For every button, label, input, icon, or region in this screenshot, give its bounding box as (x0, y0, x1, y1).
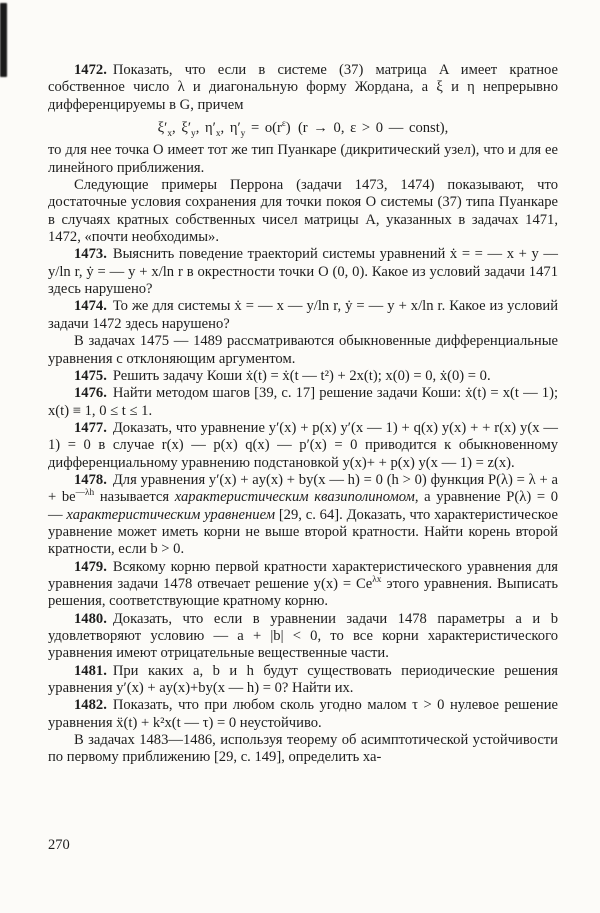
formula-condition: ) (r → 0, ε > 0 — const), (285, 120, 449, 137)
formula-eta-prime-2: , η′ (220, 120, 241, 137)
problem-1481 (48, 663, 558, 698)
section-note-1475-1489-text: В задачах 1475 — 1489 рассматриваются обыкновенные дифференциальные уравнения с отклоняющим аргументом. (48, 333, 558, 367)
section-note-1483-1486 (48, 732, 558, 767)
page-number: 270 (48, 837, 70, 853)
problem-number-1472: 1472. (74, 62, 107, 78)
section-note-1475-1489 (48, 333, 558, 368)
problem-1481-text: При каких a, b и h будут существовать периодические решения уравнения y′(x) + ay(x)+by(x — h) = 0? Найти их. (48, 662, 558, 697)
problem-1479-text-1: Всякому корню первой кратности характеристического уравнения для уравнения задачи 1478 отвечает решение y(x) = Ce (48, 558, 558, 592)
formula-sub-x1: x (167, 128, 173, 139)
problem-1479-text-2: этого уравнения. Выписать решения, соответствующие кратному корню. (48, 575, 558, 610)
problem-1478-term-characteristic-equation: характеристическим уравнением (66, 506, 276, 523)
problem-number-1473: 1473. (74, 246, 107, 263)
problem-1479-exponent: λx (372, 575, 382, 586)
formula-sup-epsilon: ε (281, 119, 286, 130)
problem-1478-text-3: , а уравнение P(λ) = 0 — (48, 489, 558, 523)
problem-1477-text: Доказать, что уравнение y′(x) + p(x) y′(x — 1) + q(x) y(x) + + r(x) y(x — 1) = 0 в случае r(x) — p(x) q(x) — p′(x) = 0 приводится к обыкновенному дифференциальному уравнению подстановкой y(x)+ + p(x) y(x — 1) = z(x). (48, 419, 558, 471)
problem-number-1475: 1475. (74, 367, 107, 384)
problem-1475-text: Решить задачу Коши ẋ(t) = ẋ(t — t²) + 2x(t); x(0) = 0, ẋ(0) = 0. (112, 367, 491, 384)
problem-1473-text: Выяснить поведение траекторий системы уравнений ẋ = = — x + y — y/ln r, ẏ = — y + x/ln r в окрестности точки O (0, 0). Какое из условий задачи 1471 здесь нарушено? (48, 246, 558, 298)
formula-sub-x2: x (215, 128, 221, 139)
problem-1476-text: Найти методом шагов [39, с. 17] решение задачи Коши: ẋ(t) = x(t — 1); x(t) ≡ 1, 0 ≤ t ≤ 1. (48, 385, 558, 419)
formula-o-r: = o(r (245, 120, 282, 137)
problem-1478-text-2: называется (94, 489, 175, 506)
problem-1472-continuation-text: то для нее точка O имеет тот же тип Пуанкаре (дикритический узел), что и для ее линейного приближения. (48, 142, 558, 176)
problem-number-1482: 1482. (74, 697, 107, 714)
problem-number-1474: 1474. (74, 298, 107, 315)
problem-1479 (48, 559, 558, 611)
problem-1478-exponent: —λh (75, 488, 95, 499)
problem-number-1477: 1477. (74, 419, 107, 436)
problem-1474-text: То же для системы ẋ = — x — y/ln r, ẏ = — y + x/ln r. Какое из условий задачи 1472 здесь нарушено? (48, 298, 558, 332)
section-note-1483-1486-text: В задачах 1483—1486, используя теорему об асимптотической устойчивости по первому приближению [29, с. 149], определить ха- (48, 732, 558, 766)
problem-1482-text: Показать, что при любом сколь угодно малом τ > 0 нулевое решение уравнения ẍ(t) + k²x(t — τ) = 0 неустойчиво. (48, 697, 558, 731)
problem-number-1480: 1480. (74, 610, 107, 627)
problem-1478 (48, 472, 558, 559)
problem-1478-text-1: Для уравнения y′(x) + ay(x) + by(x — h) = 0 (h > 0) функция P(λ) = λ + a + be (48, 471, 558, 506)
problem-1472-continuation (48, 142, 558, 177)
formula-xi-prime-1: ξ′ (157, 120, 168, 137)
formula-eta-prime-1: , η′ (195, 120, 216, 137)
perron-note-text: Следующие примеры Перрона (задачи 1473, 1474) показывают, что достаточные условия сохранения для точки покоя O системы (37) типа Пуанкаре в случаях кратных собственных чисел матрицы A, указанных в задачах 1471, 1472, «почти необходимы». (48, 177, 558, 246)
formula-sub-y2: y (240, 128, 246, 139)
formula-sub-y1: y (191, 128, 196, 139)
problem-number-1478: 1478. (74, 471, 107, 488)
scan-edge-artifact (0, 3, 7, 77)
problem-1476 (48, 385, 558, 420)
problem-1473 (48, 246, 558, 298)
problem-number-1481: 1481. (74, 662, 107, 679)
problem-1475 (48, 368, 558, 385)
problem-1472-text: Показать, что если в системе (37) матрица A имеет кратное собственное число λ и диагональную форму Жордана, а ξ и η непрерывно дифференцируемы в G, причем (48, 62, 558, 113)
problem-1478-term-quasipolynomial: характеристическим квазиполиномом (174, 489, 415, 506)
perron-note (48, 177, 558, 246)
problem-1477 (48, 420, 558, 472)
formula-xi-prime-2: , ξ′ (172, 120, 192, 137)
problem-1480-text: Доказать, что если в уравнении задачи 1478 параметры a и b удовлетворяют условию — a + |b| < 0, то все корни характеристического уравнения имеют отрицательные вещественные части. (48, 610, 558, 662)
problem-1474 (48, 298, 558, 333)
page-content (48, 62, 558, 767)
problem-1472 (48, 62, 558, 114)
problem-1478-text-4: [29, с. 64]. Доказать, что характеристическое уравнение может иметь корни не выше второй кратности. Найти корень второй кратности, если b > 0. (48, 506, 558, 558)
problem-number-1479: 1479. (74, 558, 107, 575)
display-formula (48, 120, 558, 137)
problem-1482 (48, 697, 558, 732)
problem-number-1476: 1476. (74, 385, 107, 402)
problem-1480 (48, 611, 558, 663)
